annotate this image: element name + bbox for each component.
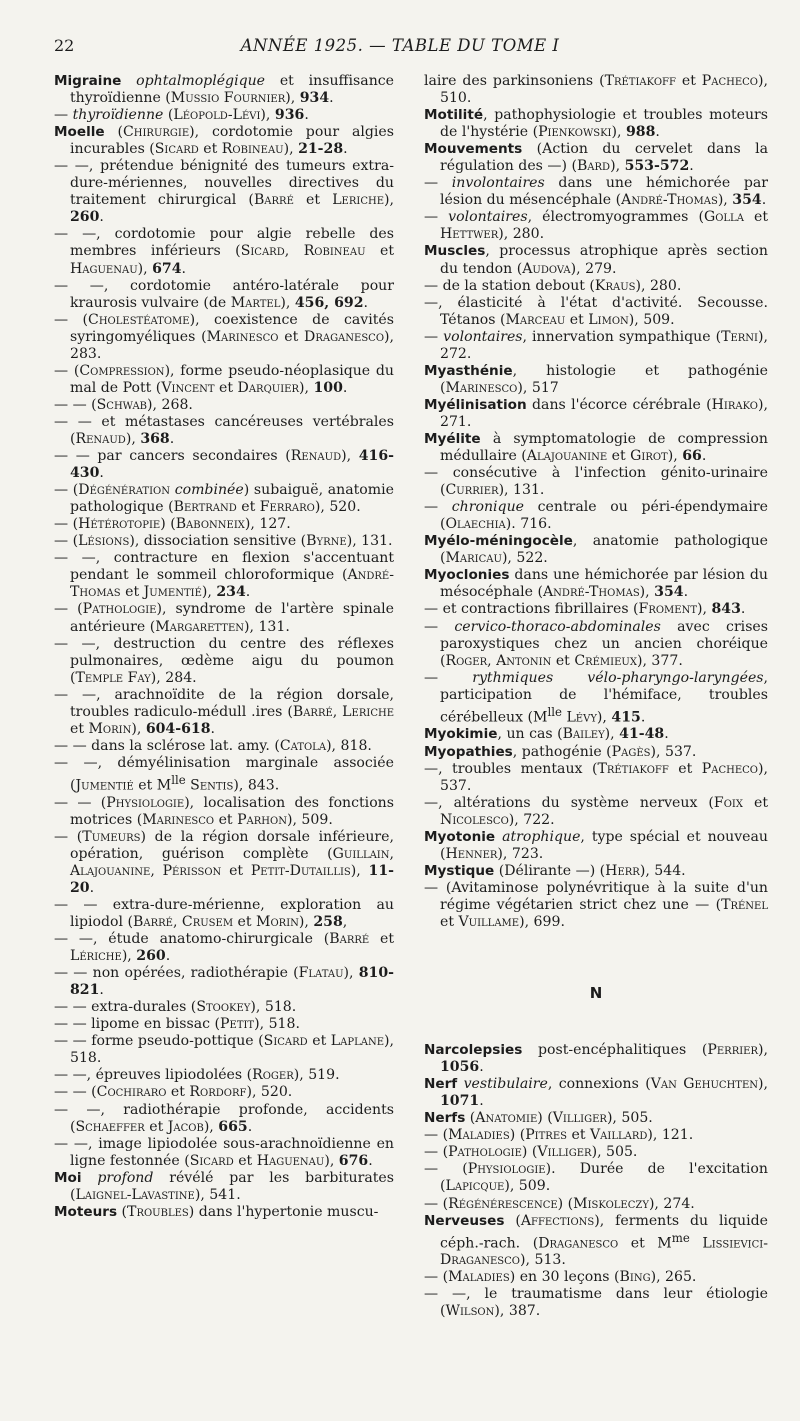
index-entry: — —, le traumatisme dans leur étiologie (Wilson), 387.	[424, 1286, 768, 1320]
index-entry: — (Maladies) en 30 leçons (Bing), 265.	[424, 1269, 697, 1286]
index-entry: — de la station debout (Kraus), 280.	[424, 277, 682, 294]
index-entry: Nerf vestibulaire, connexions (Van Gehuchten), 1071.	[424, 1076, 768, 1110]
index-entry: — —, radiothérapie profonde, accidents (Schaeffer et Jacob), 665.	[54, 1101, 394, 1135]
index-entry: Myasthénie, histologie et pathogénie (Marinesco), 517	[424, 362, 768, 396]
index-entry: — — forme pseudo-pottique (Sicard et Laplane), 518.	[54, 1033, 394, 1067]
running-header: ANNÉE 1925. — TABLE DU TOME I	[240, 36, 560, 55]
index-entry: — thyroïdienne (Léopold-Lévi), 936.	[54, 107, 309, 124]
index-entry: —, altérations du système nerveux (Foix et Nicolesco), 722.	[424, 794, 768, 828]
index-entry: — rythmiques vélo-pharyngo-laryngées, participation de l'hémiface, troubles cérébelleux ($M^{lle}$ Lévy), 415.	[424, 669, 768, 726]
left-column	[54, 73, 394, 1221]
index-entry: — consécutive à l'infection génito-urinaire (Currier), 131.	[424, 465, 768, 499]
index-entry: — — et métastases cancéreuses vertébrales (Renaud), 368.	[54, 413, 394, 447]
index-entry: — — extra-dure-mérienne, exploration au lipiodol (Barré, Crusem et Morin), 258,	[54, 896, 394, 930]
index-entry: — — (Cochiraro et Rordorf), 520.	[54, 1084, 293, 1101]
index-entry: — —, contracture en flexion s'accentuant pendant le sommeil chloroformique (André-Thomas et Jumentié), 234.	[54, 550, 394, 601]
index-entry: — (Compression), forme pseudo-néoplasique du mal de Pott (Vincent et Darquier), 100.	[54, 362, 394, 396]
right-column	[424, 73, 768, 1321]
index-entry: — —, arachnoïdite de la région dorsale, troubles radiculo-médull .ires (Barré, Leriche et Morin), 604-618.	[54, 686, 394, 737]
index-entry: — —, démyélinisation marginale associée (Jumentié et $M^{lle}$ Sentis), 843.	[54, 754, 394, 794]
index-entry: — chronique centrale ou péri-épendymaire (Olaechia). 716.	[424, 499, 768, 533]
page-number: 22	[54, 36, 75, 55]
index-entry: Mouvements (Action du cervelet dans la régulation des —) (Bard), 553-572.	[424, 141, 768, 175]
index-entry: — —, destruction du centre des réflexes pulmonaires, œdème aigu du poumon (Temple Fay), 284.	[54, 635, 394, 686]
index-entry: — (Physiologie). Durée de l'excitation (Lapicque), 509.	[424, 1161, 768, 1195]
index-entry: Moi profond révélé par les barbiturates (Laignel-Lavastine), 541.	[54, 1169, 394, 1203]
index-entry: — — lipome en bissac (Petit), 518.	[54, 1016, 300, 1033]
index-entry: — — (Physiologie), localisation des fonctions motrices (Marinesco et Parhon), 509.	[54, 794, 394, 828]
index-entry: — (Tumeurs) de la région dorsale inférieure, opération, guérison complète (Guillain, Alajouanine, Périsson et Petit-Dutaillis), 11-20.	[54, 828, 394, 896]
index-entry: — (Pathologie) (Villiger), 505.	[424, 1144, 638, 1161]
index-entry: —, troubles mentaux (Trétiakoff et Pacheco), 537.	[424, 760, 768, 794]
index-entry: — (Régénérescence) (Miskoleczy), 274.	[424, 1195, 695, 1212]
index-entry: Mystique (Délirante —) (Herr), 544.	[424, 862, 686, 879]
index-entry: Myélo-méningocèle, anatomie pathologique (Maricau), 522.	[424, 533, 768, 567]
index-entry: — volontaires, électromyogrammes (Golla et Hettwer), 280.	[424, 209, 768, 243]
index-entry: — (Lésions), dissociation sensitive (Byrne), 131.	[54, 533, 393, 550]
index-entry: Motilité, pathophysiologie et troubles moteurs de l'hystérie (Pienkowski), 988.	[424, 107, 768, 141]
index-entry: — — par cancers secondaires (Renaud), 416-430.	[54, 448, 394, 482]
index-entry: Migraine ophtalmoplégique et insuffisance thyroïdienne (Mussio Fournier), 934.	[54, 73, 395, 107]
index-entry: — volontaires, innervation sympathique (Terni), 272.	[424, 328, 768, 362]
index-entry: Myélinisation dans l'écorce cérébrale (Hirako), 271.	[424, 396, 768, 430]
index-entry: — (Pathologie), syndrome de l'artère spinale antérieure (Margaretten), 131.	[54, 601, 394, 635]
index-entry: Narcolepsies post-encéphalitiques (Perrier), 1056.	[424, 1042, 768, 1076]
index-entry: — — dans la sclérose lat. amy. (Catola), 818.	[54, 737, 372, 754]
index-entry: Moteurs (Troubles) dans l'hypertonie muscu-	[54, 1203, 379, 1220]
index-entry: — — non opérées, radiothérapie (Flatau), 810-821.	[54, 965, 394, 999]
right-column-m-entries	[424, 73, 768, 931]
index-entry: — —, étude anatomo-chirurgicale (Barré et Lériche), 260.	[54, 931, 394, 965]
index-entry: — (Maladies) (Pitres et Vaillard), 121.	[424, 1127, 694, 1144]
index-entry: — —, épreuves lipiodolées (Roger), 519.	[54, 1067, 340, 1084]
index-entry: — involontaires dans une hémichorée par lésion du mésencéphale (André-Thomas), 354.	[424, 175, 768, 209]
right-column-n-entries	[424, 1042, 768, 1320]
index-entry: Myokimie, un cas (Bailey), 41-48.	[424, 726, 669, 743]
index-entry: Myotonie atrophique, type spécial et nouveau (Henner), 723.	[424, 828, 768, 862]
index-entry: — —, cordotomie pour algie rebelle des membres inférieurs (Sicard, Robineau et Haguenau), 674.	[54, 226, 395, 277]
index-entry: Moelle (Chirurgie), cordotomie pour algies incurables (Sicard et Robineau), 21-28.	[54, 124, 394, 158]
section-heading: N	[589, 984, 603, 1003]
index-entry: — —, prétendue bénignité des tumeurs extra-dure-mériennes, nouvelles directives du traitement chirurgical (Barré et Leriche), 260.	[54, 158, 394, 226]
index-entry: Myopathies, pathogénie (Pagès), 537.	[424, 743, 697, 760]
index-entry: Nerveuses (Affections), ferments du liquide céph.-rach. (Draganesco et $M^{me}$ Lissievici-Draganesco), 513.	[424, 1212, 768, 1269]
index-entry: — (Cholestéatome), coexistence de cavités syringomyéliques (Marinesco et Draganesco), 283.	[54, 311, 395, 362]
index-entry: — — extra-durales (Stookey), 518.	[54, 999, 297, 1016]
index-entry: Nerfs (Anatomie) (Villiger), 505.	[424, 1110, 653, 1127]
index-entry: — et contractions fibrillaires (Froment), 843.	[424, 601, 746, 618]
index-entry: — (Hétérotopie) (Babonneix), 127.	[54, 516, 291, 533]
index-entry: — — (Schwab), 268.	[54, 396, 193, 413]
index-entry: — —, image lipiodolée sous-arachnoïdienne en ligne festonnée (Sicard et Haguenau), 676.	[54, 1135, 394, 1169]
index-entry: laire des parkinsoniens (Trétiakoff et Pacheco), 510.	[424, 73, 768, 107]
index-entry: — —, cordotomie antéro-latérale pour kraurosis vulvaire (de Martel), 456, 692.	[54, 277, 394, 311]
index-entry: Muscles, processus atrophique après section du tendon (Audova), 279.	[424, 243, 768, 277]
index-entry: Myoclonies dans une hémichorée par lésion du mésocéphale (André-Thomas), 354.	[424, 567, 768, 601]
index-entry: — cervico-thoraco-abdominales avec crises paroxystiques chez un ancien choréique (Roger, Antonin et Crémieux), 377.	[424, 618, 768, 669]
index-entry: Myélite à symptomatologie de compression médullaire (Alajouanine et Girot), 66.	[424, 430, 768, 465]
index-entry: — (Dégénération combinée) subaiguë, anatomie pathologique (Bertrand et Ferraro), 520.	[54, 482, 394, 516]
index-entry: —, élasticité à l'état d'activité. Secousse. Tétanos (Marceau et Limon), 509.	[424, 294, 768, 328]
index-entry: — (Avitaminose polynévritique à la suite d'un régime végétarien strict chez une — (Trénel et Vuillame), 699.	[424, 879, 768, 930]
